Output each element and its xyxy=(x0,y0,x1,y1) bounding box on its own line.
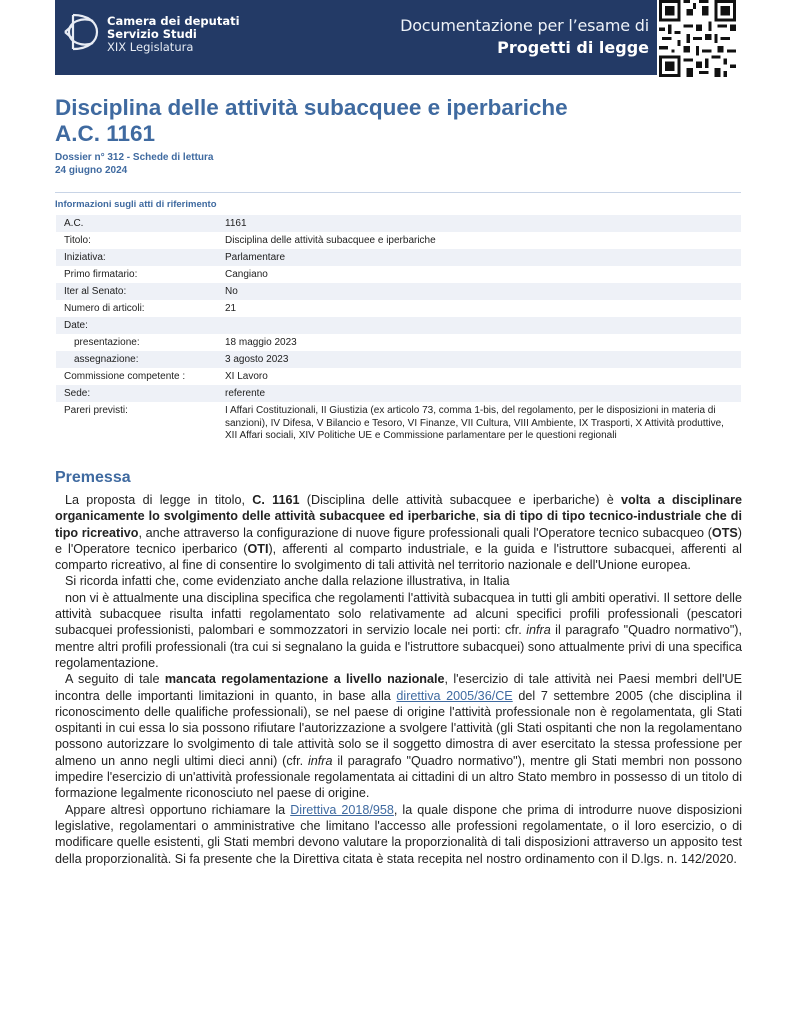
text: , la quale dispone che prima di introdurre nuove disposizioni legislative, regolamentari o amministrative che limitano l'accesso alle professioni regolamentate, o il loro esercizio, o di modificare quelle esistenti, gli Stati membri devono valutare la proporzionalità di tali disposizioni attraverso un apposito test della proporzionalità. Si fa presente che la Direttiva citata è stata recepita nel nostro ordinamento con il D.lgs. n. 142/2020. xyxy=(55,802,742,866)
italic-text: infra xyxy=(307,753,333,768)
title-line2: A.C. 1161 xyxy=(55,121,156,146)
camera-logo-icon xyxy=(63,11,101,53)
bold-text: sia di tipo di tipo tecnico-industriale che di tipo ricreativo xyxy=(55,509,742,540)
title-line1: Disciplina delle attività subacquee e iperbariche xyxy=(55,95,568,120)
doc-type-line2: Progetti di legge xyxy=(497,38,649,57)
text: ), afferenti al comparto industriale, e la guida e l'istruttore subacquei, afferenti al comparto ricreativo, al fine di consentire lo svolgimento di tali attività nel territorio nazionale e dell'Unione europea. xyxy=(55,541,742,573)
row-value xyxy=(217,317,741,334)
table-row xyxy=(56,368,741,385)
page-title xyxy=(55,95,775,147)
text: , l'esercizio di tale attività nei Paesi membri dell'UE incontra delle importanti limitazioni in quanto, in base alla xyxy=(55,672,742,703)
text: ) e l'Operatore tecnico iperbarico ( xyxy=(55,525,742,556)
table-row xyxy=(56,283,741,300)
table-row xyxy=(56,385,741,402)
dossier-meta xyxy=(55,152,214,177)
text: , xyxy=(475,509,484,524)
row-label: Iniziativa: xyxy=(56,249,217,266)
text: A seguito di tale xyxy=(65,672,165,687)
row-value: 21 xyxy=(225,303,237,314)
row-label: Pareri previsti: xyxy=(64,405,128,416)
italic-text: infra xyxy=(526,623,551,638)
row-value: I Affari Costituzionali, II Giustizia (ex articolo 73, comma 1-bis, del regolamento, per le disposizioni in materia di sanzioni), IV Difesa, V Bilancio e Tesoro, VI Finanze, VII Cultura, VIII Ambiente, IX Trasporti, X Attività produttive, XII Affari sociali, XIV Politiche UE e Commissione parlamentare per le questioni regionali xyxy=(225,405,724,441)
legislature: XIX Legislatura xyxy=(107,40,194,54)
row-label: Commissione competente : xyxy=(64,371,186,382)
row-label: Date: xyxy=(56,317,217,334)
text: (Disciplina delle attività subacquee e iperbariche) è xyxy=(299,493,622,507)
institution-name: Camera dei deputati xyxy=(107,14,240,28)
info-table xyxy=(56,215,741,446)
row-label: Primo firmatario: xyxy=(64,269,138,280)
body-text xyxy=(55,492,742,867)
table-row xyxy=(56,300,741,317)
dossier-date: 24 giugno 2024 xyxy=(55,164,128,176)
text: il paragrafo "Quadro normativo"), mentre altri profili professionali (tra cui si segnalano la guida e l'istruttore subacquei) sono attualmente privi di una specifica regolamentazione. xyxy=(55,623,743,670)
text: Appare altresì opportuno richiamare la xyxy=(65,802,291,817)
directive-2005-36-link[interactable]: direttiva 2005/36/CE xyxy=(396,688,513,703)
row-value: XI Lavoro xyxy=(225,371,268,382)
paragraph xyxy=(55,671,742,801)
text: La proposta di legge in titolo, xyxy=(65,493,253,507)
text: del 7 settembre 2005 (che disciplina il riconoscimento delle qualifiche professionali), se nel paese di origine l'attività professionale non è regolamentata, gli Stati ospitanti in cui essa lo sia possono rifiutare l'autorizzazione a svolgere l'attività (gli Stati ospitanti che non la regolamentano possono autorizzare lo svolgimento di tale attività solo se il soggetto dimostra di aver esercitato la stessa professione per almeno un anno negli ultimi dieci anni) (cfr. xyxy=(55,688,742,768)
paragraph xyxy=(55,590,742,671)
bold-text: OTI xyxy=(247,541,269,556)
service-name: Servizio Studi xyxy=(107,27,197,41)
row-value: 18 maggio 2023 xyxy=(225,337,297,348)
bold-text: volta a disciplinare organicamente lo svolgimento delle attività subacquee ed iperbariche xyxy=(55,493,743,524)
directive-2018-958-link[interactable]: Direttiva 2018/958 xyxy=(290,802,394,817)
row-label: assegnazione: xyxy=(56,351,217,368)
header-banner xyxy=(55,0,657,75)
table-row xyxy=(56,317,741,334)
institution-block xyxy=(107,15,240,54)
table-row xyxy=(56,215,741,232)
row-label: Titolo: xyxy=(64,235,91,246)
row-label: presentazione: xyxy=(74,337,140,348)
text: non vi è attualmente una disciplina specifica che regolamenti l'attività subacquea in tutti gli ambiti operativi. Il settore delle attività subacquee risulta infatti regolamentato solo relativamente ad alcuni specifici profili professionali (pescatori subacquei professionisti, palombari e sommozzatori in servizio locale nei porti: cfr. xyxy=(55,590,742,638)
paragraph xyxy=(55,492,742,573)
paragraph xyxy=(55,802,742,867)
row-label: Iter al Senato: xyxy=(56,283,217,300)
table-row xyxy=(56,351,741,368)
text: il paragrafo "Quadro normativo"), mentre gli Stati membri non possono impedire l'esercizio di un'attività professionale regolamentata ai cittadini di un altro Stato membro in possesso di un titolo di formazione legalmente riconosciuto nel paese di origine. xyxy=(55,753,742,801)
row-value: 1161 xyxy=(217,215,741,232)
section-heading-premessa: Premessa xyxy=(55,469,131,486)
table-row xyxy=(56,402,741,446)
table-row xyxy=(56,249,741,266)
row-value: Cangiano xyxy=(225,269,268,280)
paragraph: Si ricorda infatti che, come evidenziato anche dalla relazione illustrativa, in Italia xyxy=(65,574,510,589)
table-row xyxy=(56,232,741,249)
text: , anche attraverso la configurazione di nuove figure professionali quali l'Operatore tecnico subacqueo ( xyxy=(138,525,712,540)
bold-text: mancata regolamentazione a livello nazionale xyxy=(164,672,445,687)
doc-type-line1: Documentazione per l’esame di xyxy=(400,16,649,35)
row-value: 3 agosto 2023 xyxy=(217,351,741,368)
table-row xyxy=(56,266,741,283)
row-label: Numero di articoli: xyxy=(64,303,145,314)
row-value: referente xyxy=(217,385,741,402)
table-row xyxy=(56,334,741,351)
qr-code-icon xyxy=(659,0,736,77)
bold-text: C. 1161 xyxy=(252,493,300,507)
row-value: No xyxy=(217,283,741,300)
bold-text: OTS xyxy=(711,525,738,540)
dossier-number: Dossier n° 312 - Schede di lettura xyxy=(55,152,214,163)
info-heading: Informazioni sugli atti di riferimento xyxy=(55,199,217,210)
row-value: Parlamentare xyxy=(217,249,741,266)
row-label: Sede: xyxy=(56,385,217,402)
document-type xyxy=(400,15,649,59)
row-label: A.C. xyxy=(56,215,217,232)
divider xyxy=(55,192,741,193)
row-value: Disciplina delle attività subacquee e iperbariche xyxy=(225,235,436,246)
